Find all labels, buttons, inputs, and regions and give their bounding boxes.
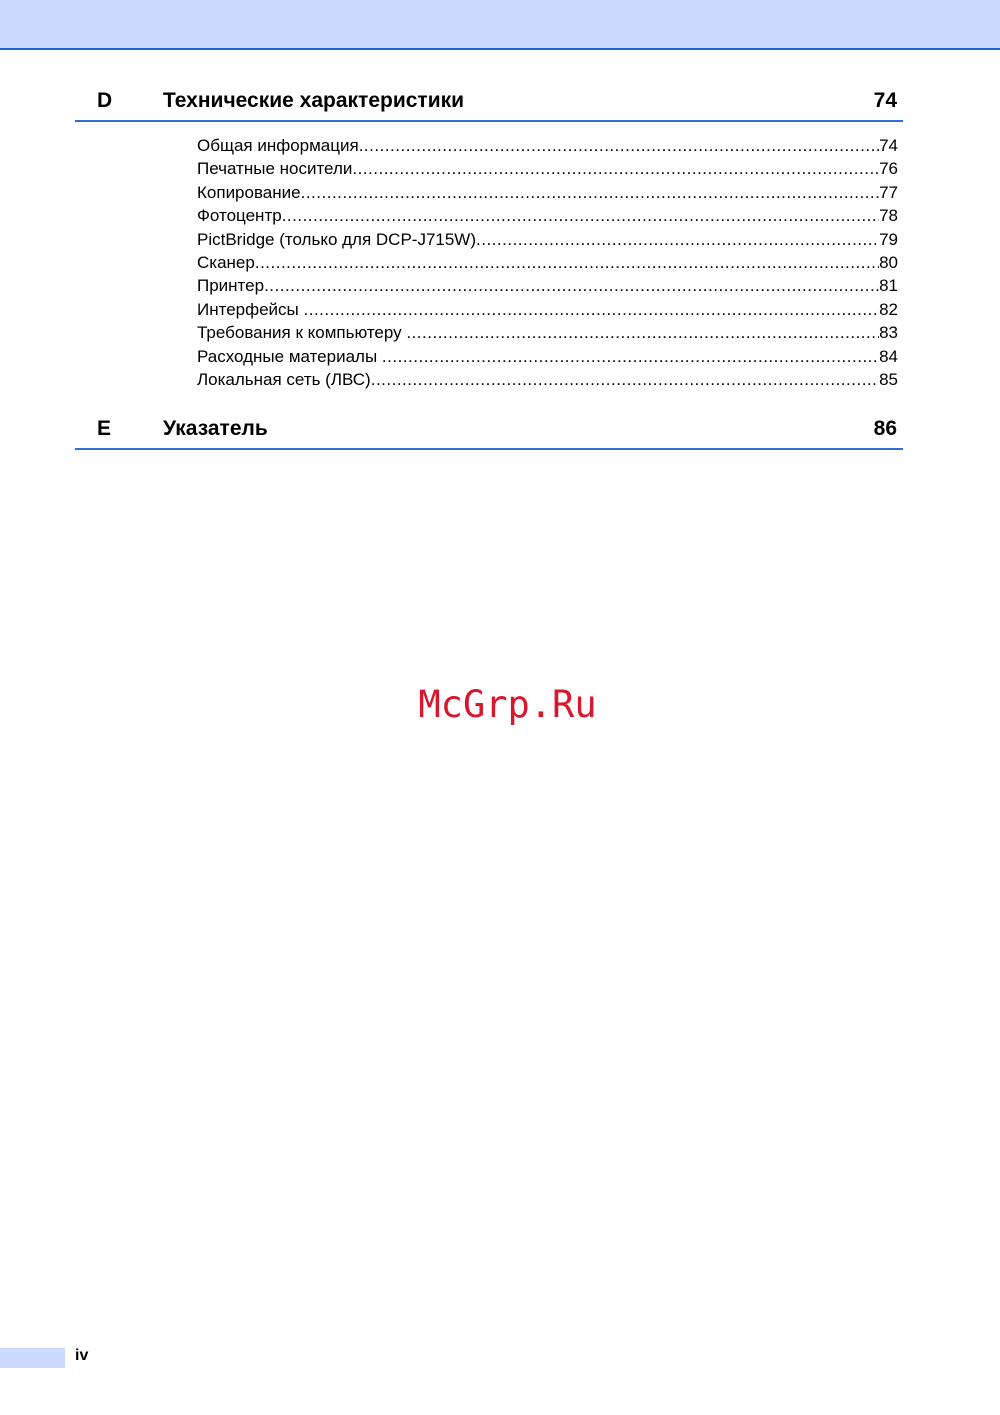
toc-entry-page: 76: [879, 159, 898, 179]
toc-entry-label: Копирование: [197, 182, 301, 202]
toc-entry-page: 85: [879, 369, 898, 389]
toc-entry-page: 82: [879, 299, 898, 319]
section-letter: E: [97, 417, 112, 440]
toc-entry-page: 83: [879, 323, 898, 343]
section-title: Указатель: [163, 417, 268, 440]
toc-section-e: [75, 416, 903, 450]
toc-entry-label: Требования к компьютеру: [197, 323, 407, 343]
toc-entry[interactable]: [197, 181, 898, 204]
toc-entry[interactable]: [197, 368, 898, 391]
toc-entry-label: Интерфейсы: [197, 299, 304, 319]
toc-entry-page: 84: [879, 346, 898, 366]
toc-leader-dots: [476, 228, 879, 251]
toc-section-heading[interactable]: [75, 416, 903, 450]
toc-entry-label: PictBridge (только для DCP-J715W): [197, 229, 477, 249]
toc-entry-label: Фотоцентр: [197, 206, 282, 226]
toc-entry[interactable]: [197, 228, 898, 251]
toc-entry-page: 74: [879, 136, 898, 155]
toc-entry[interactable]: [197, 321, 898, 344]
toc-leader-dots: [352, 157, 879, 180]
toc-leader-dots: [406, 321, 879, 344]
toc-entry-page: 81: [879, 276, 898, 296]
watermark-text: McGrp.Ru: [418, 683, 597, 726]
toc-leader-dots: [371, 368, 879, 391]
section-letter: D: [97, 89, 113, 112]
toc-leader-dots: [255, 251, 879, 274]
toc-entry-label: Расходные материалы: [197, 346, 382, 366]
toc-entry[interactable]: [197, 345, 898, 368]
toc-entry-label: Локальная сеть (ЛВС): [197, 369, 371, 389]
toc-entry[interactable]: [197, 251, 898, 274]
section-page-number: 86: [873, 417, 897, 440]
toc-entries-d: [197, 134, 898, 391]
toc-entry[interactable]: [197, 134, 898, 157]
toc-leader-dots: [382, 345, 879, 368]
header-band: [0, 0, 1000, 50]
toc-section-heading[interactable]: [75, 88, 903, 122]
toc-entry-page: 79: [879, 229, 898, 249]
toc-leader-dots: [359, 134, 879, 157]
toc-entry-label: Общая информация: [197, 136, 359, 155]
toc-entry-page: 78: [879, 206, 898, 226]
section-title: Технические характеристики: [163, 89, 465, 112]
toc-entry-page: 80: [879, 252, 898, 272]
toc-leader-dots: [282, 204, 879, 227]
toc-leader-dots: [304, 298, 880, 321]
toc-entry[interactable]: [197, 274, 898, 297]
footer-page-number: iv: [75, 1347, 89, 1364]
toc-entry[interactable]: [197, 204, 898, 227]
toc-section-d: [75, 88, 903, 122]
section-page-number: 74: [873, 89, 897, 112]
toc-entry-label: Сканер: [197, 252, 255, 272]
footer-band: [0, 1348, 65, 1368]
toc-entry-page: 77: [879, 182, 898, 202]
toc-entry[interactable]: [197, 298, 898, 321]
toc-entry[interactable]: [197, 157, 898, 180]
toc-entry-label: Принтер: [197, 276, 265, 296]
toc-leader-dots: [301, 181, 879, 204]
toc-entry-label: Печатные носители: [197, 159, 353, 179]
toc-leader-dots: [264, 274, 879, 297]
